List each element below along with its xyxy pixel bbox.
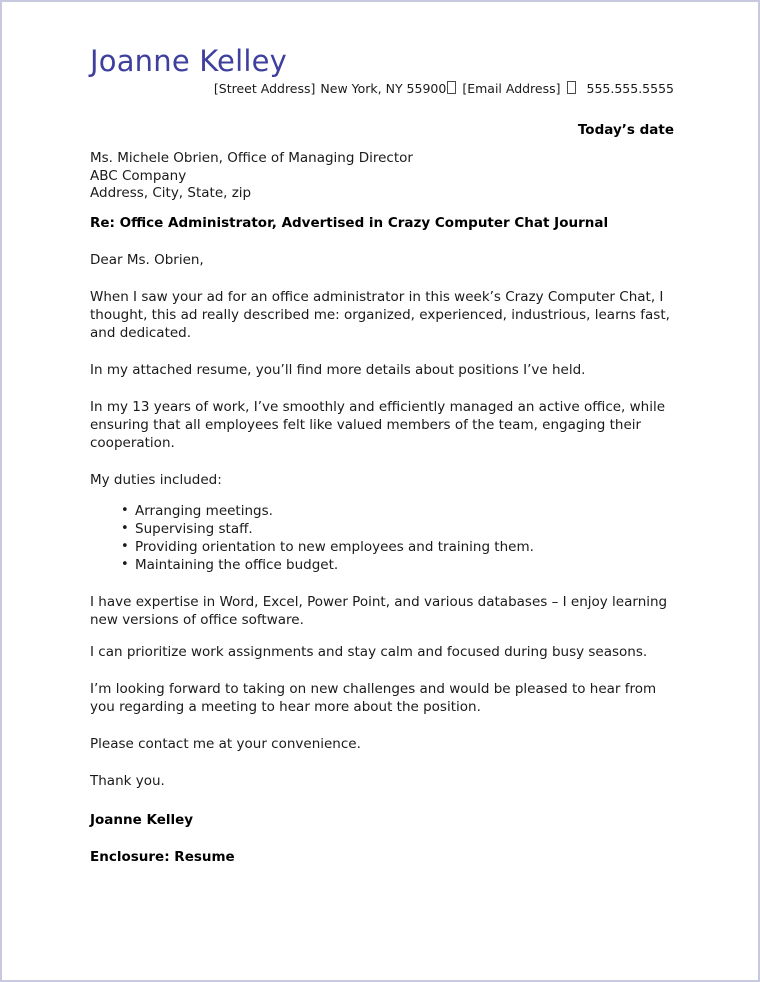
recipient-line: Ms. Michele Obrien, Office of Managing Director (90, 150, 413, 166)
body-paragraph-thanks: Thank you. (90, 772, 165, 789)
body-paragraph-skills: I have expertise in Word, Excel, Power Point, and various databases – I enjoy learning new versions of office software. (90, 594, 668, 628)
recipient-line: Address, City, State, zip (90, 185, 252, 201)
signature-name: Joanne Kelley (90, 811, 194, 828)
list-item (90, 556, 674, 574)
body-paragraph-resume: In my attached resume, you’ll find more details about positions I’ve held. (90, 361, 586, 378)
contact-city-state-zip: New York, NY 55900 (320, 81, 447, 96)
list-item (90, 538, 674, 556)
bullet-icon: • (121, 539, 129, 554)
list-item-label: Maintaining the office budget. (135, 557, 339, 573)
duties-intro: My duties included: (90, 471, 222, 488)
contact-street-address: [Street Address] (213, 81, 316, 96)
missing-glyph-box-icon (567, 81, 576, 94)
list-item-label: Providing orientation to new employees and training them. (135, 539, 534, 555)
recipient-address-block (90, 150, 674, 203)
recipient-line: ABC Company (90, 167, 187, 184)
letterhead-contact-line (90, 81, 674, 97)
contact-phone: 555.555.5555 (586, 81, 674, 96)
cover-letter (90, 2, 674, 866)
body-paragraph-experience: In my 13 years of work, I’ve smoothly and efficiently managed an active office, while ensuring that all employees felt like valued members of the team, engaging their cooperation. (90, 398, 666, 451)
contact-email: [Email Address] (462, 81, 561, 96)
letterhead-name: Joanne Kelley (90, 44, 288, 78)
body-paragraph-contact-request: Please contact me at your convenience. (90, 735, 361, 752)
body-paragraph-intro: When I saw your ad for an office administrator in this week’s Crazy Computer Chat, I thought, this ad really described me: organized, experienced, industrious, learns fast, and dedicated. (90, 288, 670, 341)
subject-line: Re: Office Administrator, Advertised in Crazy Computer Chat Journal (90, 214, 609, 231)
list-item (90, 520, 674, 538)
body-paragraph-closing: I’m looking forward to taking on new challenges and would be pleased to hear from you regarding a meeting to hear more about the position. (90, 680, 657, 715)
bullet-icon: • (121, 557, 129, 572)
body-paragraph-prioritize: I can prioritize work assignments and stay calm and focused during busy seasons. (90, 643, 648, 660)
missing-glyph-box-icon (447, 81, 456, 94)
date-line: Today’s date (577, 122, 674, 138)
salutation: Dear Ms. Obrien, (90, 251, 204, 268)
bullet-icon: • (121, 503, 129, 518)
list-item-label: Arranging meetings. (135, 503, 273, 519)
list-item (90, 502, 674, 520)
bullet-icon: • (121, 521, 129, 536)
letterhead (90, 2, 674, 97)
enclosure-line: Enclosure: Resume (90, 848, 235, 865)
duties-list (90, 502, 674, 574)
list-item-label: Supervising staff. (135, 521, 253, 537)
